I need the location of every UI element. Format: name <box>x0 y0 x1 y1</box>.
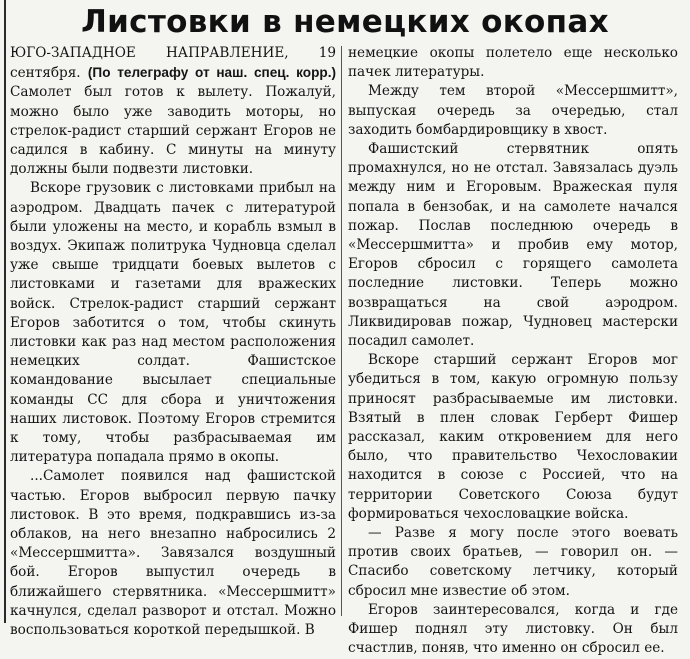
article-title: Листовки в немецких окопах <box>81 4 609 40</box>
paragraph: Фашистский стервятник опять промахнулся, но не отстал. Завязалась дуэль между ним и Егоровым. Вражеская пуля попала в бензобак, и на самолете начался пожар. Послав последнюю очередь в «Мессершмитта» и пробив ему мотор, Егоров сбросил с горящего самолета последние листовки. Теперь можно возвращаться на свой аэродром. Ликвидировав пожар, Чудновец мастерски посадил самолет. <box>348 141 678 350</box>
column-divider <box>341 46 342 616</box>
source-credit: (По телеграфу от наш. спец. корр.) <box>87 65 336 81</box>
paragraph: Вскоре грузовик с листовками прибыл на аэродром. Двадцать пачек с литературой были уложены на место, и корабль взмыл в воздух. Экипаж политрука Чудновца сделал уже свыше тридцати боевых вылетов с листовками и газетами для вражеских войск. Стрелок-радист старший сержант Егоров заботится о том, чтобы скинуть листовки как раз над местом расположения немецких солдат. Фашистское командование высылает специальные команды СС для сбора и уничтожения наших листовок. Поэтому Егоров стремится к тому, чтобы разбрасываемая им литература попадала прямо в окопы. <box>10 180 336 466</box>
paragraph: — Разве я могу после этого воевать против своих братьев, — говорил он. — Спасибо советскому летчику, который сбросил мне известие об этом. <box>348 525 678 599</box>
paragraph: Егоров заинтересовался, когда и где Фишер поднял эту листовку. Он был счастлив, поняв, что именно он сбросил ее. <box>348 601 678 657</box>
right-column <box>348 44 678 659</box>
lead-text: Самолет был готов к вылету. Пожалуй, можно было уже заводить моторы, но стрелок-радист старший сержант Егоров не садился в кабину. С минуты на минуту должны были подвезти листовки. <box>10 84 336 178</box>
lead-paragraph <box>10 44 336 179</box>
paragraph: Вскоре старший сержант Егоров мог убедиться в том, какую огромную пользу приносят разбрасываемые им листовки. Взятый в плен словак Герберт Фишер рассказал, каким откровением для него было, что правительство Чехословакии находится в союзе с Россией, что на территории Советского Союза будут формироваться чехословацкие войска. <box>348 352 678 522</box>
paragraph: ...Самолет появился над фашистской частью. Егоров выбросил первую пачку листовок. В это время, подкравшись из-за облаков, на него внезапно набросились 2 «Мессершмитта». Завязался воздушный бой. Егоров выпустил очередь в ближайшего стервятника. «Мессершмитт» качнулся, сделал разворот и отстал. Можно воспользоваться короткой передышкой. В <box>10 468 336 639</box>
left-border-rule <box>4 0 6 623</box>
paragraph: Между тем второй «Мессершмитт», выпуская очередь за очередью, стал заходить бомбардировщику в хвост. <box>348 83 678 138</box>
paragraph-continued: немецкие окопы полетело еще несколько пачек литературы. <box>348 45 678 81</box>
dateline: ЮГО-ЗАПАДНОЕ НАПРАВЛЕНИЕ, 19 сентября. <box>10 45 336 82</box>
left-column <box>10 44 336 640</box>
